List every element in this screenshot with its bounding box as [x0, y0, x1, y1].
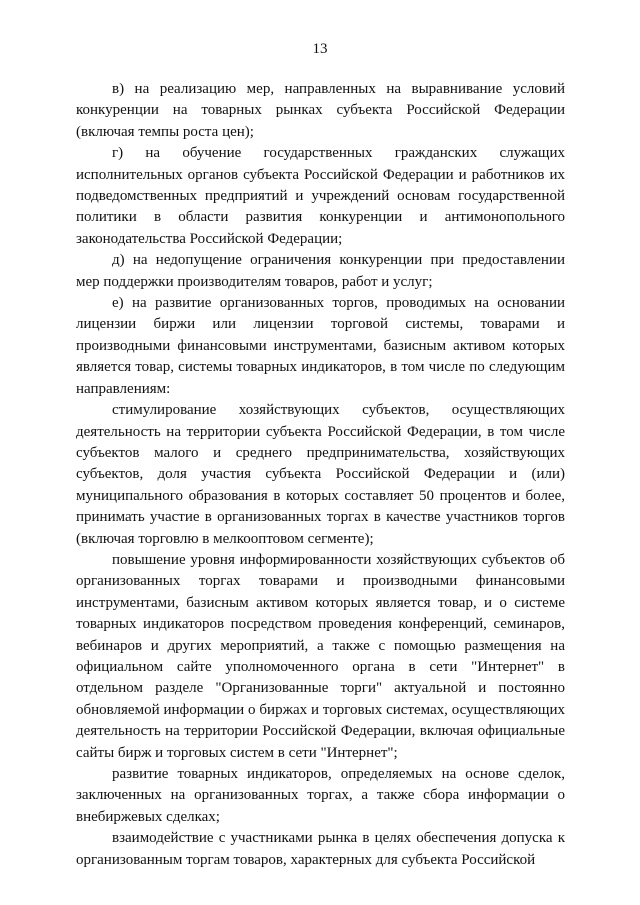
- paragraph-e: е) на развитие организованных торгов, проводимых на основании лицензии биржи или лицензии торговой системы, товарами и производными финансовыми инструментами, базисным активом которых является товар, системы товарных индикаторов, в том числе по следующим направлениям:: [76, 295, 565, 397]
- paragraph-d: д) на недопущение ограничения конкуренции при предоставлении мер поддержки производителям товаров, работ и услуг;: [76, 252, 565, 290]
- paragraph-v: в) на реализацию мер, направленных на выравнивание условий конкуренции на товарных рынках субъекта Российской Федерации (включая темпы роста цен);: [76, 81, 565, 140]
- paragraph-interaction: взаимодействие с участниками рынка в целях обеспечения допуска к организованным торгам товаров, характерных для субъекта Российской: [76, 830, 565, 868]
- page-number: 13: [312, 41, 328, 57]
- paragraph-awareness: повышение уровня информированности хозяйствующих субъектов об организованных торгах товарами и производными финансовыми инструментами, базисным активом которых является товар, и о системе товарных индикаторов посредством проведения конференций, семинаров, вебинаров и других мероприятий, а также с помощью размещения на официальном сайте уполномоченного органа в сети "Интернет" в отдельном разделе "Организованные торги" актуальной и постоянно обновляемой информации о биржах и торговых системах, осуществляющих деятельность на территории Российской Федерации, включая официальные сайты бирж и торговых систем в сети "Интернет";: [76, 551, 565, 761]
- paragraph-stimulation: стимулирование хозяйствующих субъектов, осуществляющих деятельность на территории субъекта Российской Федерации, в том числе субъектов малого и среднего предпринимательства, хозяйствующих субъектов, доля участия субъекта Российской Федерации и (или) муниципального образования в которых составляет 50 процентов и более, принимать участие в организованных торгах в качестве участников торгов (включая торговлю в мелкооптовом сегменте);: [76, 402, 565, 547]
- paragraph-indicators: развитие товарных индикаторов, определяемых на основе сделок, заключенных на организованных торгах, а также сбора информации о внебиржевых сделках;: [76, 766, 565, 825]
- paragraph-g: г) на обучение государственных гражданских служащих исполнительных органов субъекта Российской Федерации и работников их подведомственных предприятий и учреждений основам государственной политики в области развития конкуренции и антимонопольного законодательства Российской Федерации;: [76, 145, 565, 247]
- document-body: [76, 79, 565, 871]
